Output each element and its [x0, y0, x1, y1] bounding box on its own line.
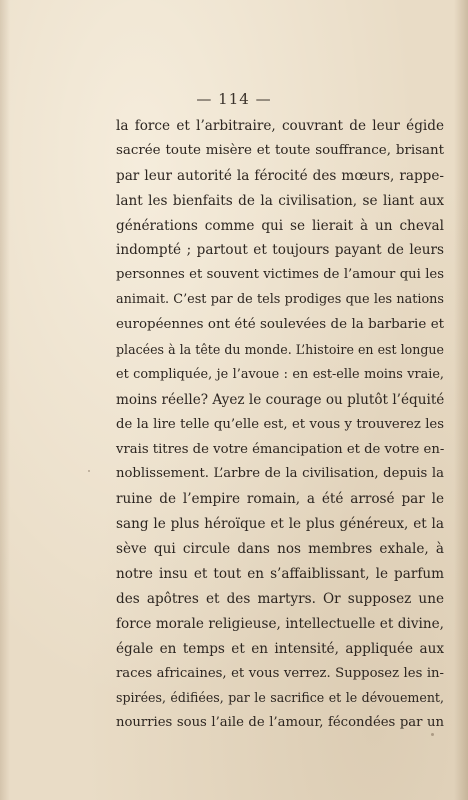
text-line: personnes et souvent victimes de l’amour qui les [116, 267, 444, 283]
text-line: nourries sous l’aile de l’amour, fécondées par un [116, 715, 444, 731]
text-line: égale en temps et en intensité, appliquée aux [116, 640, 444, 657]
text-line: noblissement. L’arbre de la civilisation, depuis la [116, 466, 444, 482]
text-line: vrais titres de votre émancipation et de votre en- [116, 441, 445, 457]
text-line: force morale religieuse, intellectuelle et divine, [116, 615, 444, 632]
text-line: des apôtres et des martyrs. Or supposez une [116, 590, 444, 607]
text-line: sève qui circule dans nos membres exhale, à [116, 541, 444, 558]
text-line: lant les bienfaits de la civilisation, se liant aux [116, 192, 444, 209]
text-line: spirées, édifiées, par le sacrifice et le dévouement, [116, 690, 444, 706]
paper-speck [88, 470, 90, 472]
text-line: la force et l’arbitraire, couvrant de leur égide [116, 118, 444, 134]
text-line: notre insu et tout en s’affaiblissant, le parfum [116, 566, 444, 583]
page-edge-shadow-right [454, 0, 468, 800]
page-edge-shadow-left [0, 0, 10, 800]
text-line: animait. C’est par de tels prodiges que les nations [116, 292, 444, 308]
text-line: européennes ont été soulevées de la barbarie et [116, 317, 444, 333]
text-line: placées à la tête du monde. L’histoire en est longue [116, 342, 444, 358]
page-number: — 114 — [196, 90, 272, 108]
text-line: moins réelle? Ayez le courage ou plutôt l’équité [116, 391, 445, 408]
text-line: ruine de l’empire romain, a été arrosé par le [116, 491, 444, 508]
text-line: races africaines, et vous verrez. Supposez les in- [116, 665, 444, 681]
text-line: générations comme qui se lierait à un cheval [116, 217, 444, 234]
text-line: par leur autorité la férocité des mœurs, rappe- [116, 167, 444, 184]
text-line: sacrée toute misère et toute souffrance, brisant [116, 142, 444, 158]
text-line: sang le plus héroïque et le plus généreux, et la [116, 516, 444, 533]
text-line: indompté ; partout et toujours payant de leurs [116, 242, 444, 259]
paper-speck [431, 733, 434, 736]
body-text [116, 114, 444, 736]
text-line: et compliquée, je l’avoue : en est-elle moins vraie, [116, 366, 444, 382]
text-line: de la lire telle qu’elle est, et vous y trouverez les [116, 416, 444, 432]
